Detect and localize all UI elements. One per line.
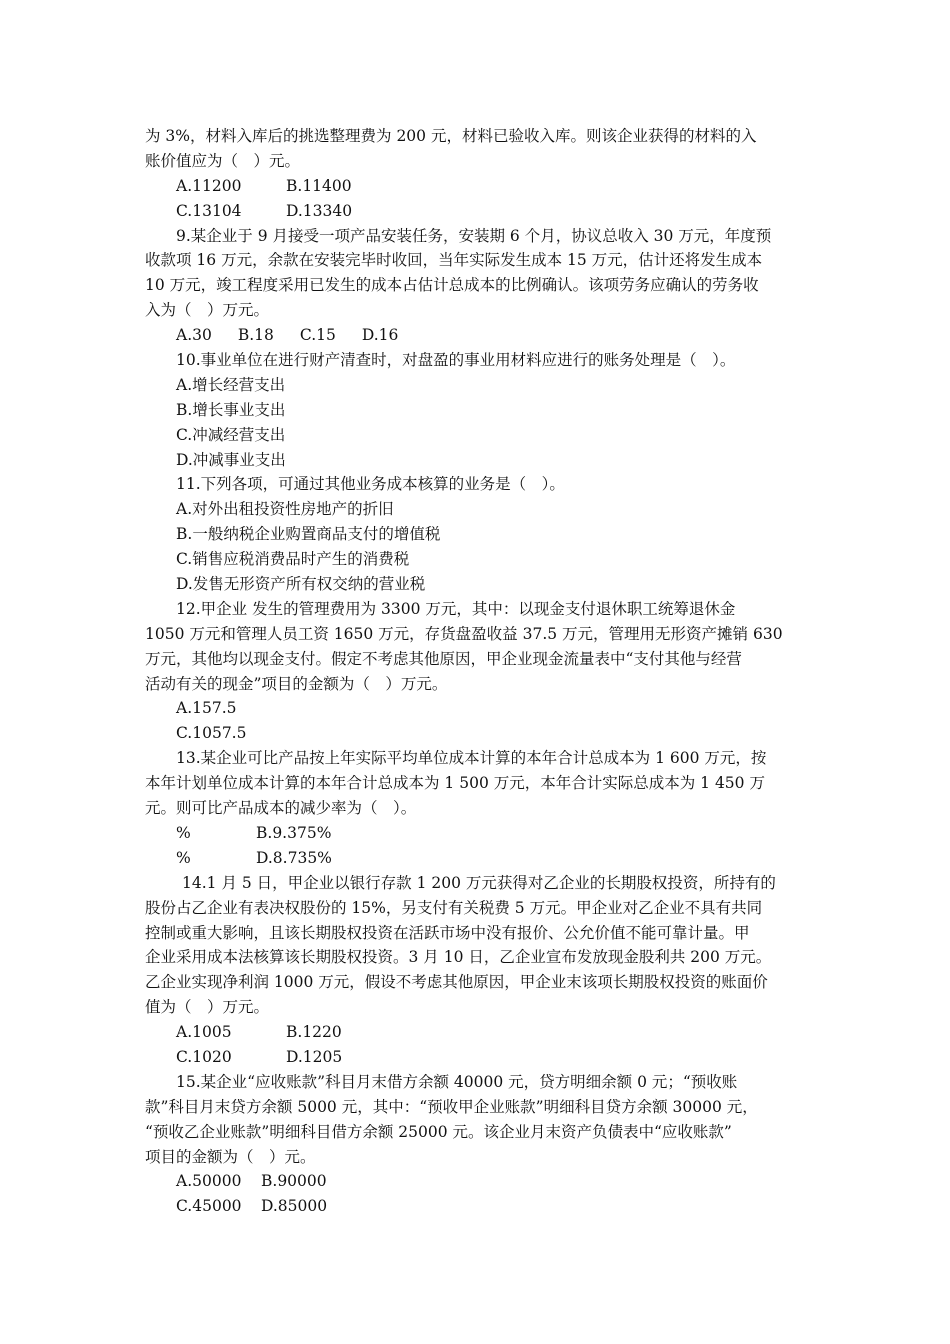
q13-line-1: 13.某企业可比产品按上年实际平均单位成本计算的本年合计总成本为 1 600 万元，按: [176, 749, 767, 768]
q14-line-3: 控制或重大影响，且该长期股权投资在活跃市场中没有报价、公允价值不能可靠计量。甲: [145, 923, 750, 942]
question-text: [145, 124, 813, 1219]
q12-line-2: 1050 万元和管理人员工资 1650 万元，存货盘盈收益 37.5 万元，管理用无形资产摊销 630: [145, 624, 783, 643]
q14-options-row-2: [145, 1045, 813, 1070]
q13-line-3: 元。则可比产品成本的减少率为（ ）。: [145, 799, 417, 818]
q14-option-a: A.1005: [176, 1023, 232, 1042]
q15-options-row-1: [145, 1169, 813, 1194]
q9-line-3: 10 万元，竣工程度采用已发生的成本占估计总成本的比例确认。该项劳务应确认的劳务收: [145, 276, 759, 295]
q11-option-b: B.一般纳税企业购置商品支付的增值税: [176, 525, 441, 544]
q13-option-c: %: [176, 848, 191, 867]
q15-option-a: A.50000: [176, 1172, 242, 1191]
q8-option-a: A.11200: [176, 176, 242, 195]
q13-option-a: %: [176, 823, 191, 842]
q10-option-a: A.增长经营支出: [176, 375, 286, 394]
q12-line-1: 12.甲企业 发生的管理费用为 3300 万元，其中：以现金支付退休职工统筹退休金: [176, 599, 736, 618]
q14-option-d: D.1205: [286, 1047, 343, 1066]
q15-line-1: 15.某企业“应收账款”科目月末借方余额 40000 元，贷方明细余额 0 元；“预收账: [176, 1072, 738, 1091]
q12-option-c: C.1057.5: [176, 724, 247, 743]
q8-option-b: B.11400: [286, 176, 352, 195]
q12-option-a: A.157.5: [176, 699, 237, 718]
q9-line-1: 9.某企业于 9 月接受一项产品安装任务，安装期 6 个月，协议总收入 30 万元，年度预: [176, 226, 772, 245]
q10-option-d: D.冲减事业支出: [176, 450, 286, 469]
q15-line-3: “预收乙企业账款”明细科目借方余额 25000 元。该企业月末资产负债表中“应收账款”: [145, 1122, 732, 1141]
q15-line-2: 款”科目月末贷方余额 5000 元，其中：“预收甲企业账款”明细科目贷方余额 30000 元，: [145, 1097, 758, 1116]
q12-line-4: 活动有关的现金”项目的金额为（ ）万元。: [145, 674, 448, 693]
q8-option-d: D.13340: [286, 201, 353, 220]
q10-line-1: 10.事业单位在进行财产清查时，对盘盈的事业用材料应进行的账务处理是（ ）。: [176, 351, 736, 370]
q14-option-c: C.1020: [176, 1047, 232, 1066]
q15-line-4: 项目的金额为（ ）元。: [145, 1147, 316, 1166]
q9-option-a: A.30: [176, 326, 212, 345]
q8-options-row-1: [145, 174, 813, 199]
q13-option-d: D.8.735%: [256, 848, 332, 867]
q15-option-d: D.85000: [261, 1197, 328, 1216]
q13-options-row-1: [145, 821, 813, 846]
q13-line-2: 本年计划单位成本计算的本年合计总成本为 1 500 万元，本年合计实际总成本为 1 450 万: [145, 774, 765, 793]
q15-options-row-2: [145, 1194, 813, 1219]
q13-options-row-2: [145, 846, 813, 871]
q14-line-6: 值为（ ）万元。: [145, 998, 270, 1017]
q11-line-1: 11.下列各项，可通过其他业务成本核算的业务是（ ）。: [176, 475, 565, 494]
q8-line-1: 为 3%，材料入库后的挑选整理费为 200 元，材料已验收入库。则该企业获得的材料的入: [145, 127, 757, 145]
q9-option-d: D.16: [361, 326, 399, 345]
q14-line-2: 股份占乙企业有表决权股份的 15%，另支付有关税费 5 万元。甲企业对乙企业不具有共同: [145, 898, 763, 917]
q9-option-b: B.18: [237, 326, 274, 345]
q11-option-c: C.销售应税消费品时产生的消费税: [176, 550, 410, 569]
q8-line-2: 账价值应为（ ）元。: [145, 151, 301, 170]
q14-line-5: 乙企业实现净利润 1000 万元，假设不考虑其他原因，甲企业末该项长期股权投资的账面价: [145, 973, 768, 992]
q10-option-c: C.冲减经营支出: [176, 425, 286, 444]
q13-option-b: B.9.375%: [256, 823, 332, 842]
q9-option-c: C.15: [299, 326, 336, 345]
q12-line-3: 万元，其他均以现金支付。假定不考虑其他原因，甲企业现金流量表中“支付其他与经营: [145, 649, 742, 668]
q9-line-2: 收款项 16 万元，余款在安装完毕时收回，当年实际发生成本 15 万元，估计还将发生成本: [145, 251, 763, 270]
q8-option-c: C.13104: [176, 201, 242, 220]
q15-option-c: C.45000: [176, 1197, 242, 1216]
q8-options-row-2: [145, 199, 813, 224]
q11-option-a: A.对外出租投资性房地产的折旧: [176, 500, 394, 519]
q14-line-4: 企业采用成本法核算该长期股权投资。3 月 10 日，乙企业宣布发放现金股利共 200 万元。: [145, 948, 772, 967]
q14-line-1: 14.1 月 5 日，甲企业以银行存款 1 200 万元获得对乙企业的长期股权投资，所持有的: [182, 873, 776, 892]
q14-options-row-1: [145, 1020, 813, 1045]
q14-option-b: B.1220: [286, 1023, 342, 1042]
q9-line-4: 入为（ ）万元。: [145, 301, 270, 320]
q9-options: [145, 323, 813, 348]
q11-option-d: D.发售无形资产所有权交纳的营业税: [176, 575, 426, 594]
q15-option-b: B.90000: [261, 1172, 327, 1191]
q10-option-b: B.增长事业支出: [176, 400, 286, 419]
